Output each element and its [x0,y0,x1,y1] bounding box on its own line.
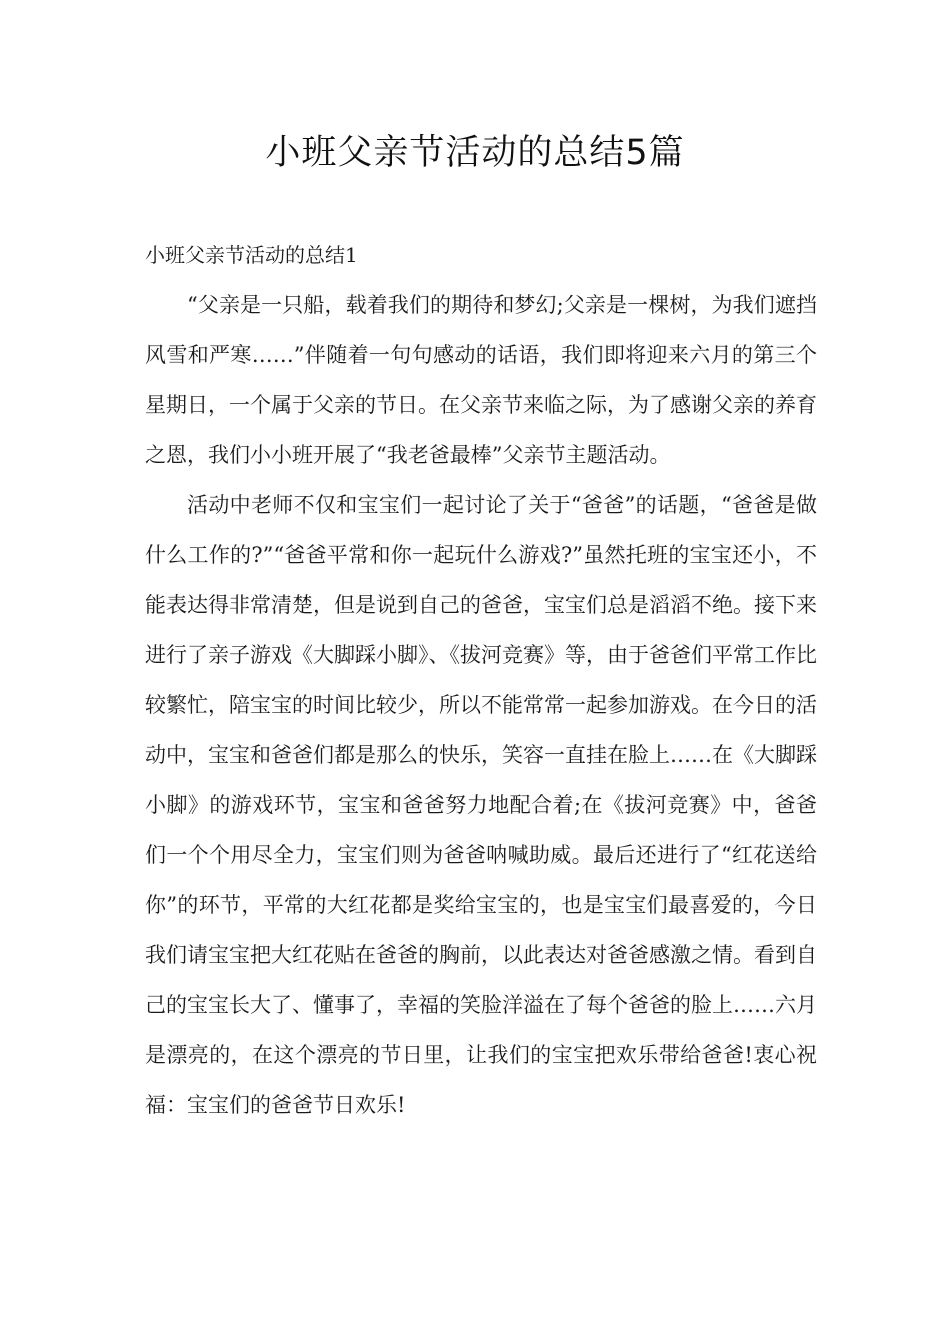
section-heading: 小班父亲节活动的总结1 [145,243,358,267]
document-body [145,230,817,1130]
document-title: 小班父亲节活动的总结5篇 [265,133,685,173]
paragraph-1: “父亲是一只船，载着我们的期待和梦幻;父亲是一棵树，为我们遮挡风雪和严寒……”伴随着一句句感动的话语，我们即将迎来六月的第三个星期日，一个属于父亲的节日。在父亲节来临之际，为了感谢父亲的养育之恩，我们小小班开展了“我老爸最棒”父亲节主题活动。 [145,293,817,467]
paragraph-2: 活动中老师不仅和宝宝们一起讨论了关于“爸爸”的话题，“爸爸是做什么工作的?”“爸爸平常和你一起玩什么游戏?”虽然托班的宝宝还小，不能表达得非常清楚，但是说到自己的爸爸，宝宝们总是滔滔不绝。接下来进行了亲子游戏《大脚踩小脚》、《拔河竞赛》等，由于爸爸们平常工作比较繁忙，陪宝宝的时间比较少，所以不能常常一起参加游戏。在今日的活动中，宝宝和爸爸们都是那么的快乐，笑容一直挂在脸上……在《大脚踩小脚》的游戏环节，宝宝和爸爸努力地配合着;在《拔河竞赛》中，爸爸们一个个用尽全力，宝宝们则为爸爸呐喊助威。最后还进行了“红花送给你”的环节，平常的大红花都是奖给宝宝的，也是宝宝们最喜爱的，今日我们请宝宝把大红花贴在爸爸的胸前，以此表达对爸爸感激之情。看到自己的宝宝长大了、懂事了，幸福的笑脸洋溢在了每个爸爸的脸上……六月是漂亮的，在这个漂亮的节日里，让我们的宝宝把欢乐带给爸爸!衷心祝福：宝宝们的爸爸节日欢乐! [145,493,817,1117]
